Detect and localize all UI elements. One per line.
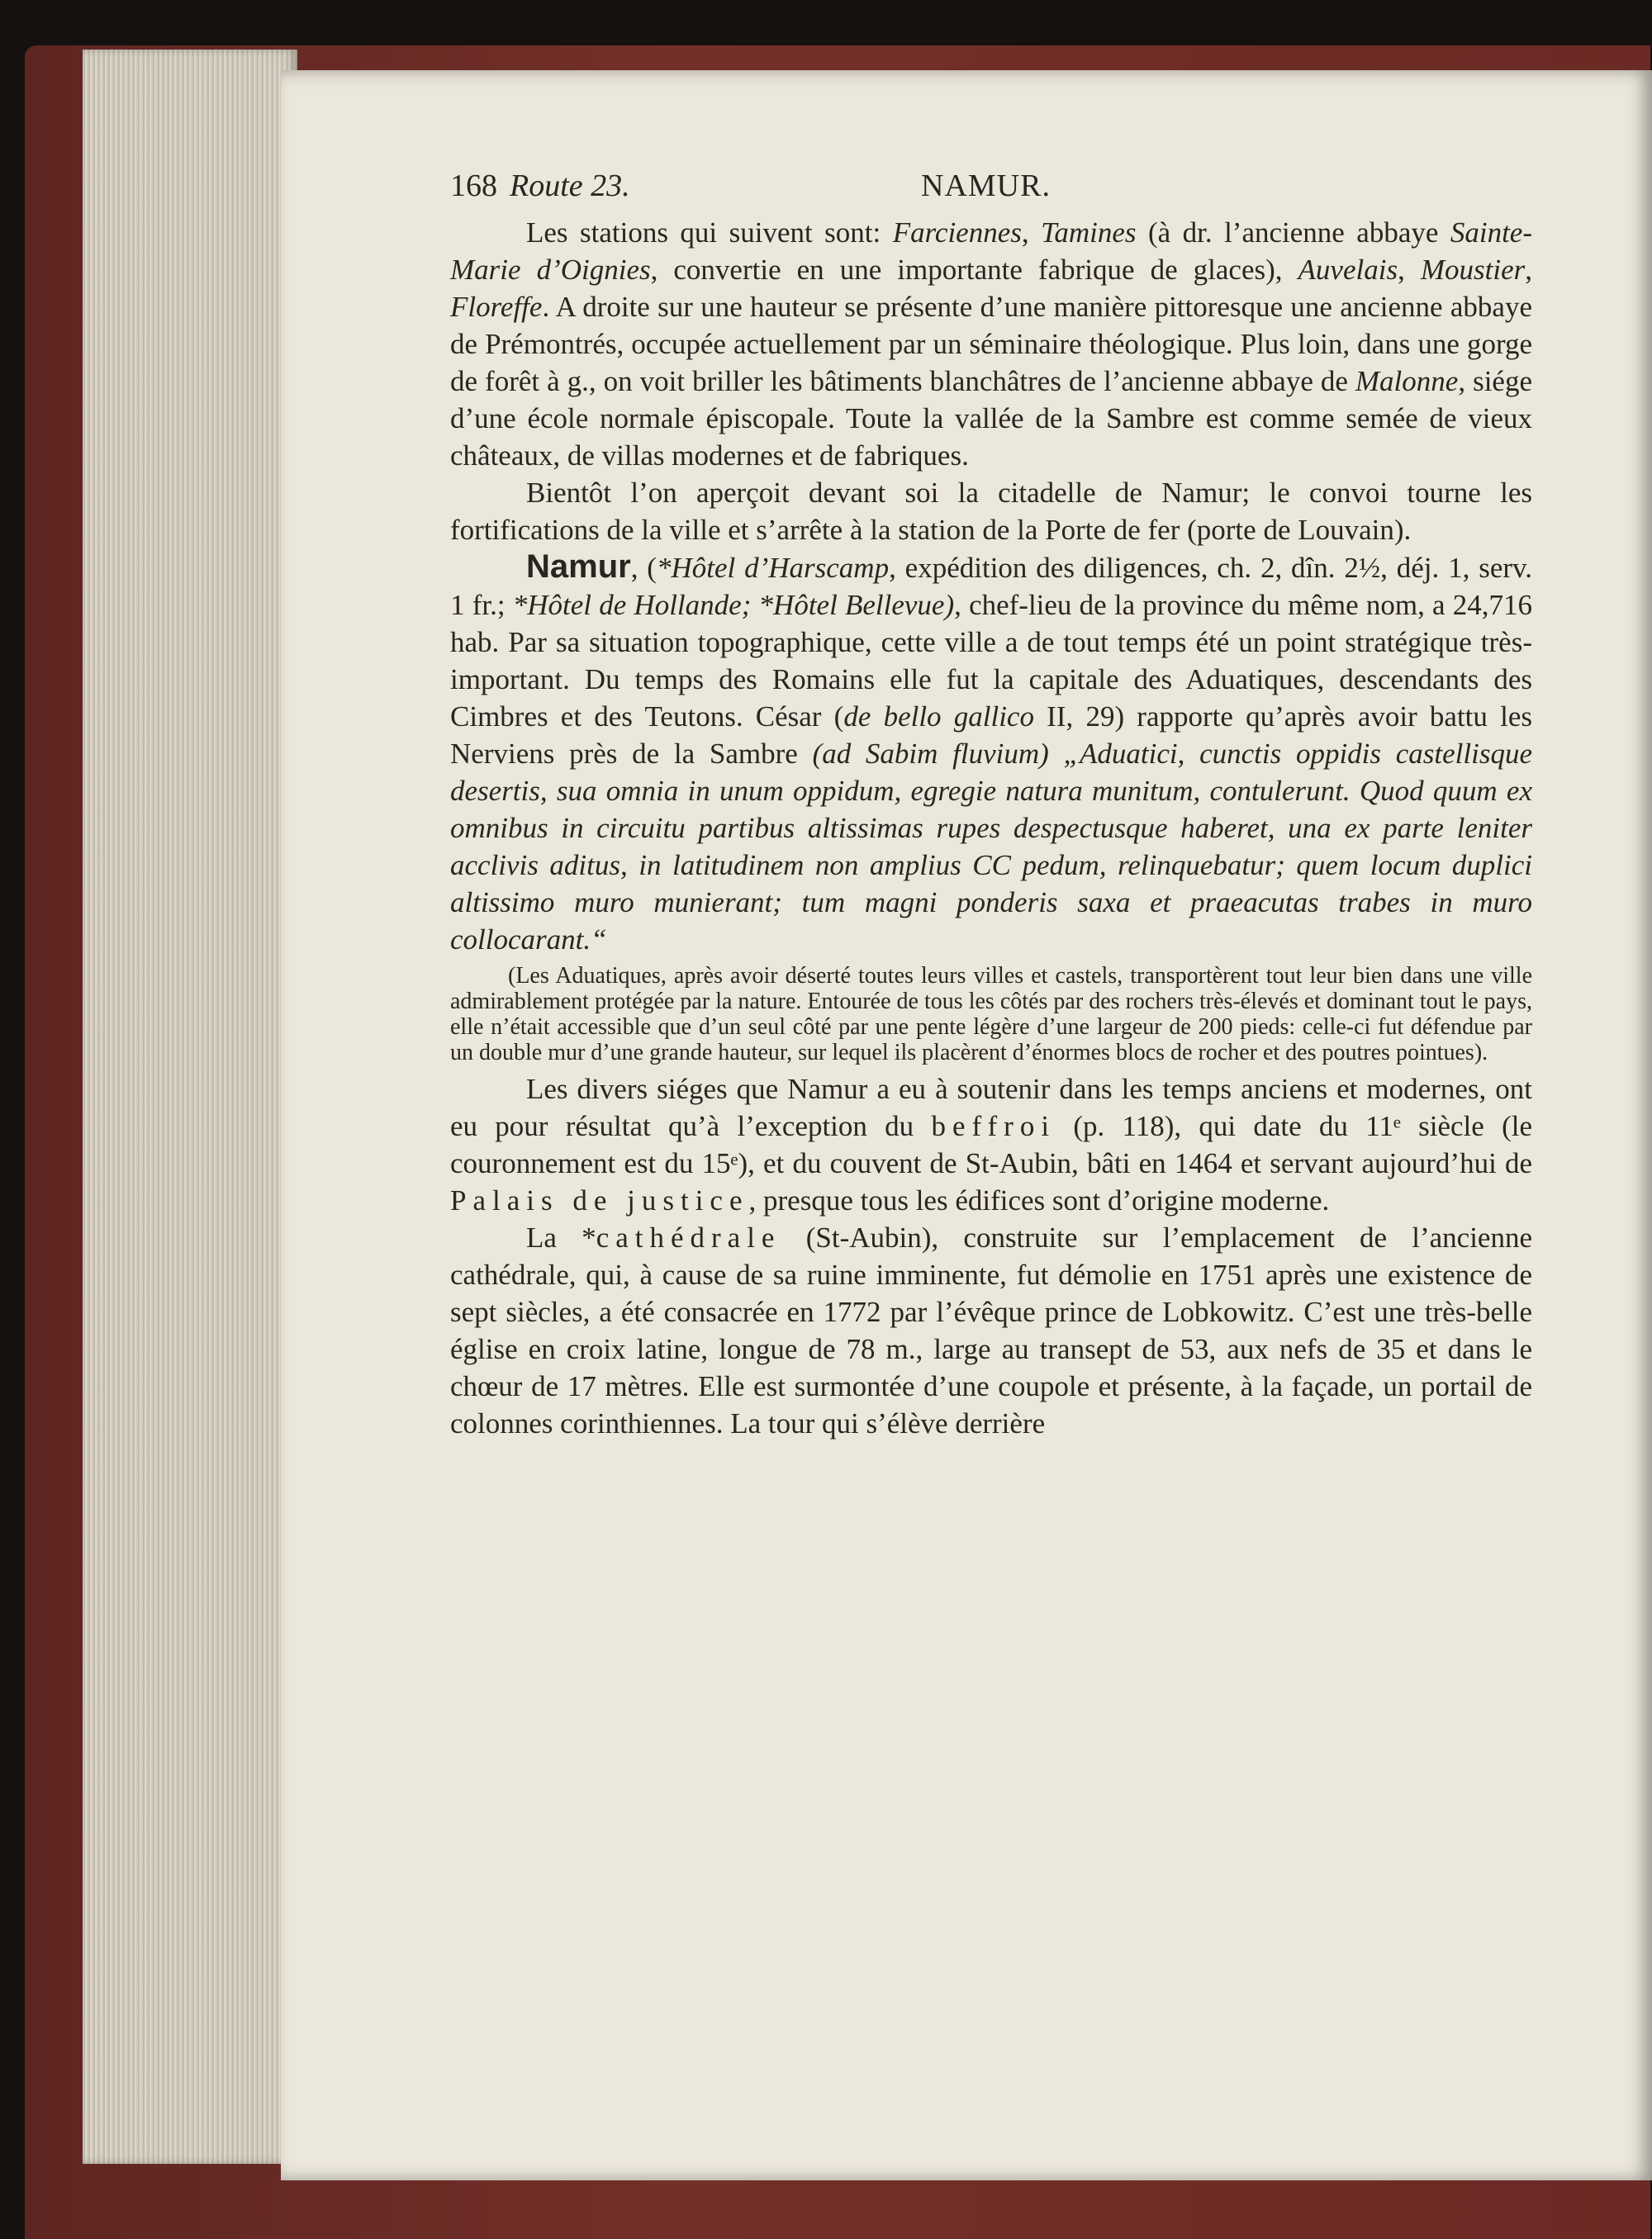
book-page (281, 70, 1652, 2180)
paragraph-citadel: Bientôt l’on aperçoit devant soi la citadelle de Namur; le convoi tourne les fortifications de la ville et s’arrête à la station de la Porte de fer (porte de Louvain). (450, 477, 1532, 546)
paragraph-cathedral: La *cathédrale (St-Aubin), construite sur l’emplacement de l’ancienne cathédrale, qui, à cause de sa ruine imminente, fut démolie en 1751 après une existence de sept siècles, a été consacrée en 1772 par l’évêque prince de Lobkowitz. C’est une très-belle église en croix latine, longue de 78 m., large au transept de 53, aux nefs de 35 et dans le chœur de 17 mètres. Elle est surmontée d’une coupole et présente, à la façade, un portail de colonnes corinthiennes. La tour qui s’élève derrière (450, 1221, 1532, 1440)
paragraph-translation: (Les Aduatiques, après avoir déserté toutes leurs villes et castels, transportèrent tout leur bien dans une ville admirablement protégée par la nature. Entourée de tous les côtés par des rochers très-élevés et dominant tout le pays, elle n’était accessible que d’un seul côté par une pente légère d’une largeur de 200 pieds: celle-ci fut défendue par un double mur d’une grande hauteur, sur lequel ils placèrent d’énormes blocs de rocher et des poutres pointues). (450, 963, 1532, 1065)
paragraph-stations: Les stations qui suivent sont: Farciennes, Tamines (à dr. l’ancienne abbaye Sainte-Marie d’Oignies, convertie en une importante fabrique de glaces), Auvelais, Moustier, Floreffe. A droite sur une hauteur se présente d’une manière pittoresque une ancienne abbaye de Prémontrés, occupée actuellement par un séminaire théologique. Plus loin, dans une gorge de forêt à g., on voit briller les bâtiments blanchâtres de l’ancienne abbaye de Malonne, siége d’une école normale épiscopale. Toute la vallée de la Sambre est comme semée de vieux châteaux, de villas modernes et de fabriques. (450, 216, 1533, 472)
paragraph-namur: Namur, (*Hôtel d’Harscamp, expédition des diligences, ch. 2, dîn. 2½, déj. 1, serv. 1 fr.; *Hôtel de Hollande; *Hôtel Bellevue), chef-lieu de la province du même nom, a 24,716 hab. Par sa situation topographique, cette ville a de tout temps été un point stratégique très-important. Du temps des Romains elle fut la capitale des Aduatiques, descendants des Cimbres et des Teutons. César (de bello gallico II, 29) rapporte qu’après avoir battu les Nerviens près de la Sambre (ad Sabim fluvium) „Aduatici, cunctis oppidis castellisque desertis, sua omnia in unum oppidum, egregie natura munitum, contulerunt. Quod quum ex omnibus in circuitu partibus altissimas rupes despectusque haberet, una ex parte leniter acclivis aditus, in latitudinem non amplius CC pedum, relinquebatur; quem locum duplici altissimo muro munierant; tum magni ponderis saxa et praeacutas trabes in muro collocarant.“ (450, 548, 1533, 956)
page-number: 168 (450, 168, 497, 203)
paragraph-sieges: Les divers siéges que Namur a eu à soutenir dans les temps anciens et modernes, ont eu pour résultat qu’à l’exception du beffroi (p. 118), qui date du 11ᵉ siècle (le couronnement est du 15ᵉ), et du couvent de St-Aubin, bâti en 1464 et servant aujourd’hui de Palais de justice, presque tous les édifices sont d’origine moderne. (450, 1073, 1532, 1217)
page-text (450, 168, 1532, 1442)
running-header (450, 168, 1532, 214)
page-title: NAMUR. (921, 168, 1051, 203)
route-label: Route 23. (510, 168, 630, 203)
page-edges (83, 50, 297, 2164)
entry-namur: Namur (526, 548, 631, 585)
